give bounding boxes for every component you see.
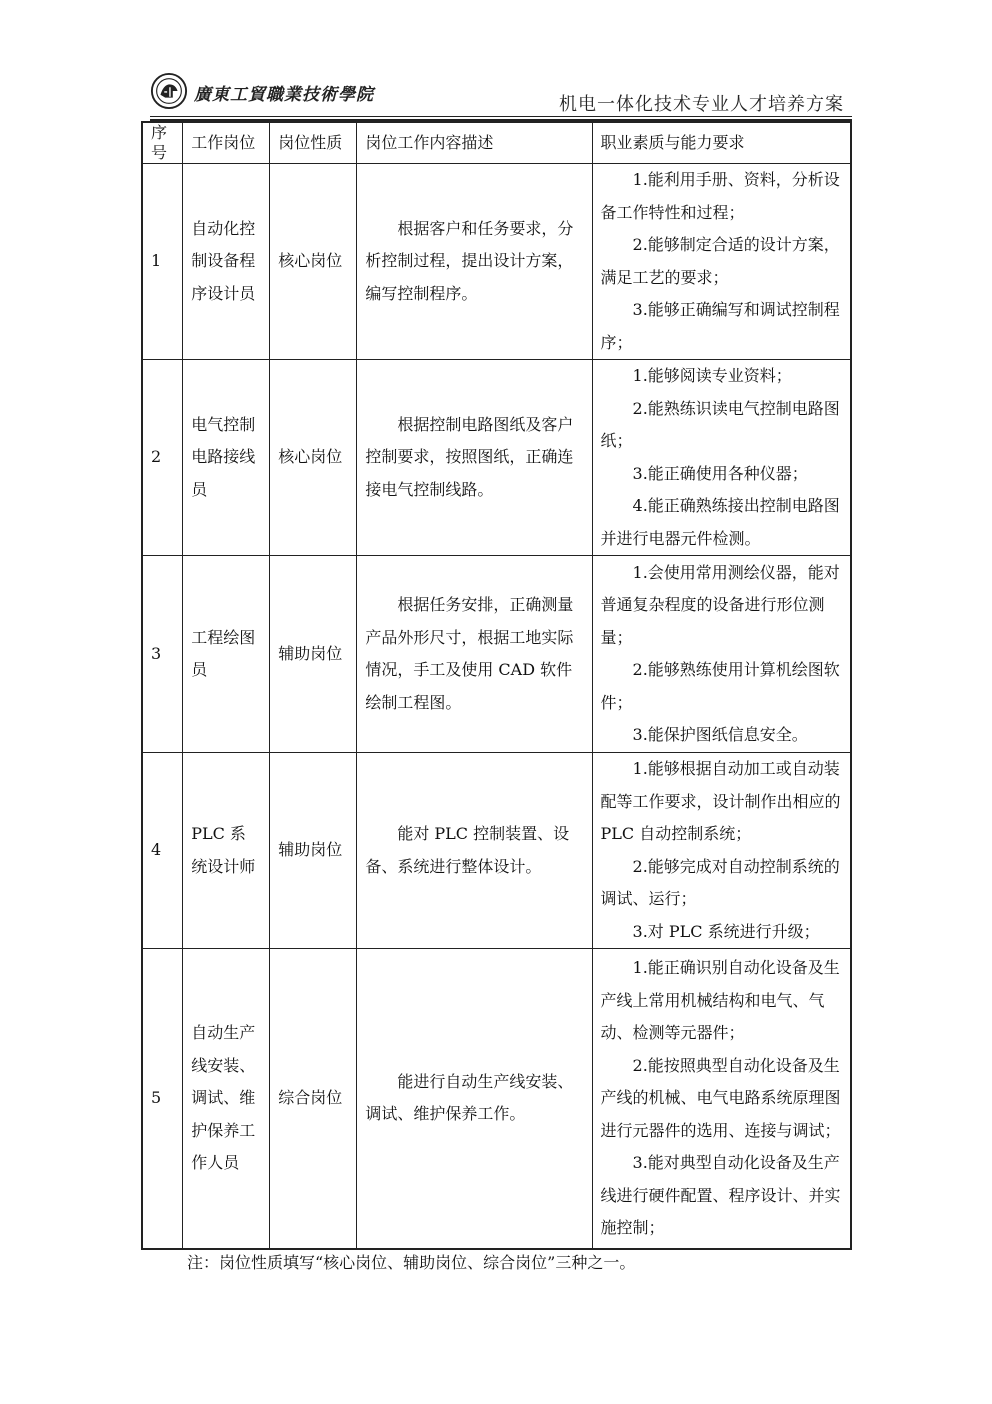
row-nature: 辅助岗位 [270, 753, 357, 949]
col-header-post: 工作岗位 [183, 122, 270, 164]
requirement-item: 3.能正确使用各种仪器； [632, 463, 808, 483]
page-header [150, 70, 852, 118]
table-header-row [142, 122, 851, 164]
row-number: 5 [142, 949, 183, 1249]
requirement-item: 4.能正确熟练接出控制电路图并进行电器元件检测。 [600, 496, 840, 548]
requirement-item: 3.对 PLC 系统进行升级； [632, 921, 820, 941]
row-requirements [592, 949, 851, 1249]
document-title: 机电一体化技术专业人才培养方案 [559, 94, 844, 115]
row-requirements [592, 556, 851, 753]
school-name: 廣東工貿職業技術學院 [194, 85, 374, 105]
table-row [142, 164, 851, 360]
row-number: 3 [142, 556, 183, 753]
row-post: PLC 系统设计师 [183, 753, 270, 949]
requirement-item: 1.会使用常用测绘仪器，能对普通复杂程度的设备进行形位测量； [600, 562, 840, 647]
row-description: 根据任务安排，正确测量产品外形尺寸，根据工地实际情况，手工及使用 CAD 软件绘制工程图。 [357, 556, 592, 753]
requirement-item: 3.能保护图纸信息安全。 [632, 725, 808, 744]
row-nature: 辅助岗位 [270, 556, 357, 753]
requirement-item: 2.能够完成对自动控制系统的调试、运行； [600, 856, 840, 908]
row-post: 自动化控制设备程序设计员 [183, 164, 270, 360]
row-nature: 核心岗位 [270, 360, 357, 556]
row-description: 能对 PLC 控制装置、设备、系统进行整体设计。 [357, 753, 592, 949]
row-description: 根据客户和任务要求，分析控制过程，提出设计方案，编写控制程序。 [357, 164, 592, 360]
table-row [142, 753, 851, 949]
requirement-item: 1.能够阅读专业资料； [632, 366, 792, 385]
requirement-item: 2.能够熟练使用计算机绘图软件； [600, 660, 840, 712]
row-number: 2 [142, 360, 183, 556]
row-requirements [592, 753, 851, 949]
row-requirements [592, 164, 851, 360]
requirement-item: 2.能够制定合适的设计方案，满足工艺的要求； [600, 235, 840, 287]
row-description: 根据控制电路图纸及客户控制要求，按照图纸，正确连接电气控制线路。 [357, 360, 592, 556]
requirement-item: 3.能够正确编写和调试控制程序； [600, 300, 840, 352]
requirement-item: 1.能够根据自动加工或自动装配等工作要求，设计制作出相应的 PLC 自动控制系统； [600, 759, 841, 843]
col-header-nature: 岗位性质 [270, 122, 357, 164]
requirement-item: 3.能对典型自动化设备及生产线进行硬件配置、程序设计、并实施控制； [600, 1153, 841, 1237]
row-nature: 核心岗位 [270, 164, 357, 360]
row-post: 工程绘图员 [183, 556, 270, 753]
requirement-item: 2.能熟练识读电气控制电路图纸； [600, 398, 840, 450]
requirement-item: 2.能按照典型自动化设备及生产线的机械、电气电路系统原理图进行元器件的选用、连接与调试； [600, 1055, 841, 1140]
col-header-req: 职业素质与能力要求 [592, 122, 851, 164]
requirement-item: 1.能利用手册、资料，分析设备工作特性和过程； [600, 170, 840, 222]
header-rule-thin [150, 116, 852, 117]
table-row [142, 556, 851, 753]
table-row [142, 360, 851, 556]
job-positions-table [141, 121, 852, 1250]
row-post: 电气控制电路接线员 [183, 360, 270, 556]
col-header-desc: 岗位工作内容描述 [357, 122, 592, 164]
row-number: 4 [142, 753, 183, 949]
school-logo-icon [150, 72, 188, 110]
row-requirements [592, 360, 851, 556]
requirement-item: 1.能正确识别自动化设备及生产线上常用机械结构和电气、气动、检测等元器件； [600, 958, 840, 1042]
row-nature: 综合岗位 [270, 949, 357, 1249]
table-note: 注：岗位性质填写“核心岗位、辅助岗位、综合岗位”三种之一。 [187, 1253, 636, 1272]
row-description: 能进行自动生产线安装、调试、维护保养工作。 [357, 949, 592, 1249]
table-row [142, 949, 851, 1249]
row-post: 自动生产线安装、调试、维护保养工作人员 [183, 949, 270, 1249]
col-header-no: 序号 [142, 122, 183, 164]
row-number: 1 [142, 164, 183, 360]
